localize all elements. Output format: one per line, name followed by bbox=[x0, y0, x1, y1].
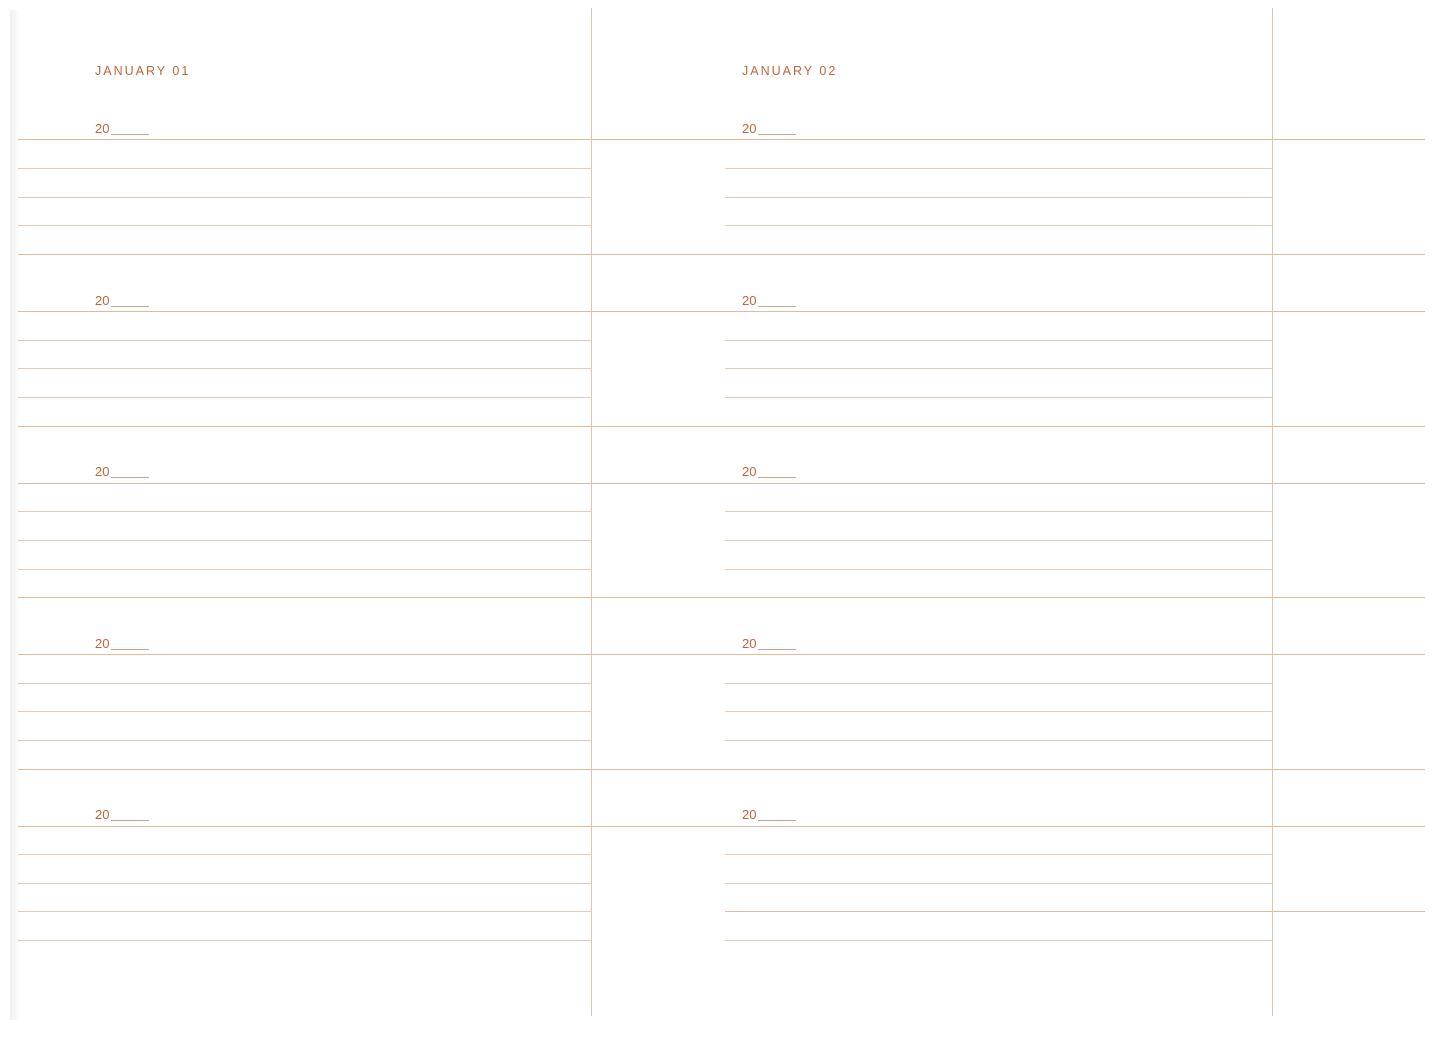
writing-line[interactable] bbox=[725, 826, 1425, 827]
writing-line[interactable] bbox=[725, 883, 1272, 884]
year-blank-line[interactable] bbox=[111, 134, 149, 135]
writing-line[interactable] bbox=[18, 168, 591, 169]
year-blank-line[interactable] bbox=[758, 306, 796, 307]
writing-line[interactable] bbox=[18, 311, 725, 312]
writing-line[interactable] bbox=[18, 740, 591, 741]
section-divider bbox=[725, 426, 1425, 427]
year-blank-line[interactable] bbox=[111, 820, 149, 821]
year-prefix: 20 bbox=[95, 121, 110, 136]
writing-line[interactable] bbox=[18, 340, 591, 341]
writing-line[interactable] bbox=[18, 540, 591, 541]
writing-line[interactable] bbox=[18, 940, 591, 941]
writing-line[interactable] bbox=[725, 139, 1425, 140]
year-prefix: 20 bbox=[95, 293, 110, 308]
writing-line[interactable] bbox=[725, 654, 1425, 655]
writing-line[interactable] bbox=[725, 311, 1425, 312]
writing-line[interactable] bbox=[725, 711, 1272, 712]
year-blank-line[interactable] bbox=[758, 649, 796, 650]
section-divider bbox=[18, 426, 725, 427]
writing-line[interactable] bbox=[18, 883, 591, 884]
writing-line[interactable] bbox=[18, 683, 591, 684]
writing-line[interactable] bbox=[18, 483, 725, 484]
writing-line[interactable] bbox=[725, 397, 1272, 398]
date-heading: JANUARY 01 bbox=[95, 64, 191, 78]
section-divider bbox=[18, 769, 725, 770]
section-divider bbox=[725, 597, 1425, 598]
year-blank-line[interactable] bbox=[758, 134, 796, 135]
year-prefix: 20 bbox=[742, 293, 757, 308]
writing-line[interactable] bbox=[725, 683, 1272, 684]
section-divider bbox=[725, 911, 1425, 912]
year-blank-line[interactable] bbox=[111, 477, 149, 478]
writing-line[interactable] bbox=[725, 511, 1272, 512]
writing-line[interactable] bbox=[725, 569, 1272, 570]
year-prefix: 20 bbox=[742, 636, 757, 651]
year-blank-line[interactable] bbox=[111, 649, 149, 650]
date-heading: JANUARY 02 bbox=[742, 64, 838, 78]
section-divider bbox=[725, 769, 1425, 770]
section-divider bbox=[18, 254, 725, 255]
margin-rule bbox=[591, 8, 592, 1016]
writing-line[interactable] bbox=[725, 483, 1425, 484]
writing-line[interactable] bbox=[725, 168, 1272, 169]
section-divider bbox=[18, 597, 725, 598]
section-divider bbox=[725, 254, 1425, 255]
writing-line[interactable] bbox=[725, 340, 1272, 341]
writing-line[interactable] bbox=[18, 139, 725, 140]
page-january-02 bbox=[725, 0, 1445, 1044]
writing-line[interactable] bbox=[18, 569, 591, 570]
year-prefix: 20 bbox=[95, 807, 110, 822]
writing-line[interactable] bbox=[18, 711, 591, 712]
year-prefix: 20 bbox=[742, 464, 757, 479]
writing-line[interactable] bbox=[18, 397, 591, 398]
year-prefix: 20 bbox=[742, 807, 757, 822]
writing-line[interactable] bbox=[725, 225, 1272, 226]
writing-line[interactable] bbox=[725, 197, 1272, 198]
writing-line[interactable] bbox=[18, 826, 725, 827]
writing-line[interactable] bbox=[18, 511, 591, 512]
year-prefix: 20 bbox=[742, 121, 757, 136]
writing-line[interactable] bbox=[725, 368, 1272, 369]
writing-line[interactable] bbox=[725, 940, 1272, 941]
writing-line[interactable] bbox=[18, 911, 591, 912]
year-prefix: 20 bbox=[95, 636, 110, 651]
writing-line[interactable] bbox=[18, 654, 725, 655]
writing-line[interactable] bbox=[18, 368, 591, 369]
writing-line[interactable] bbox=[725, 540, 1272, 541]
year-blank-line[interactable] bbox=[111, 306, 149, 307]
year-blank-line[interactable] bbox=[758, 820, 796, 821]
margin-rule bbox=[1272, 8, 1273, 1016]
writing-line[interactable] bbox=[725, 854, 1272, 855]
writing-line[interactable] bbox=[18, 225, 591, 226]
writing-line[interactable] bbox=[725, 740, 1272, 741]
year-prefix: 20 bbox=[95, 464, 110, 479]
year-blank-line[interactable] bbox=[758, 477, 796, 478]
writing-line[interactable] bbox=[18, 854, 591, 855]
writing-line[interactable] bbox=[18, 197, 591, 198]
